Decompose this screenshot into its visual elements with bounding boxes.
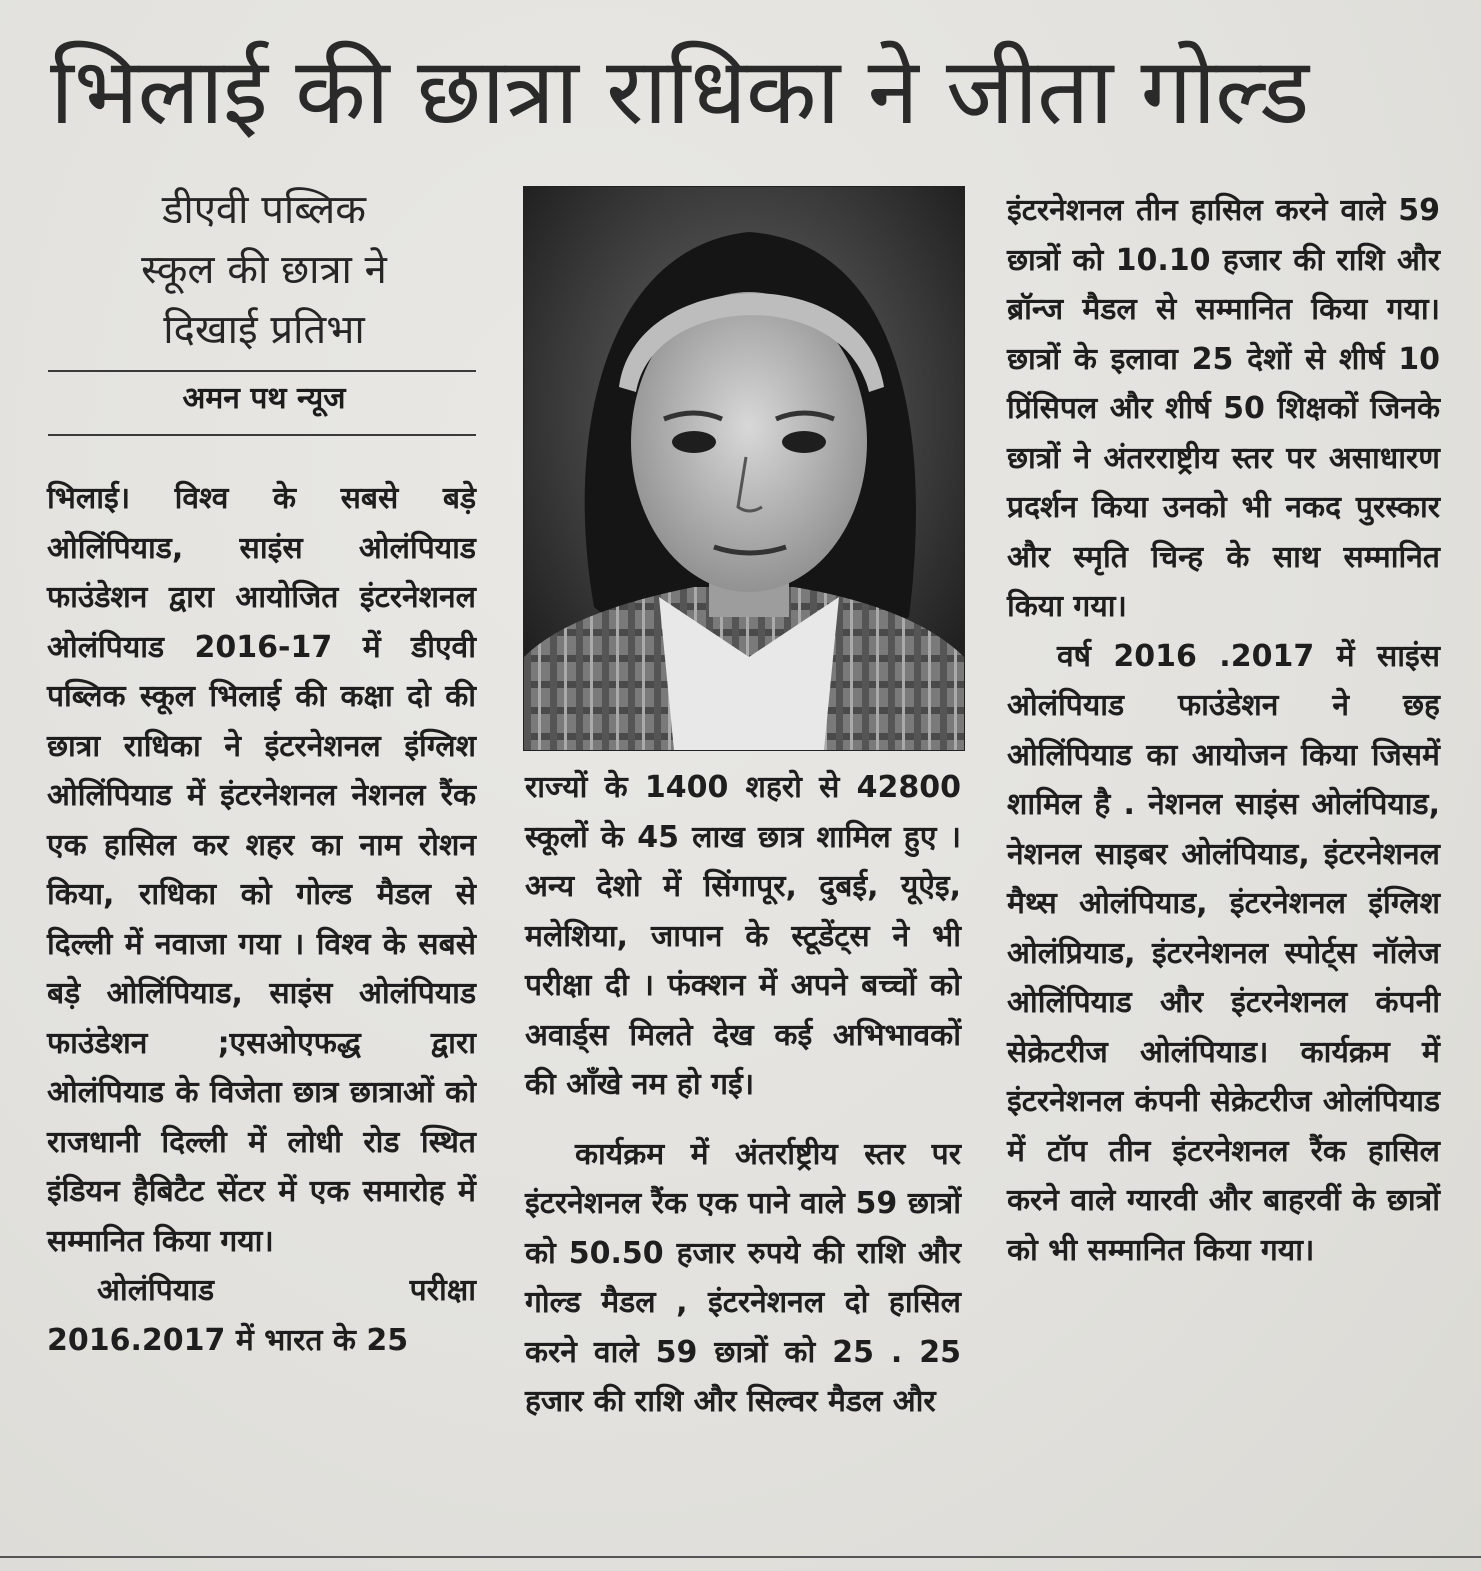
- byline: अमन पथ न्यूज: [182, 381, 346, 416]
- paragraph: इंटरनेशनल तीन हासिल करने वाले 59 छात्रों को 10.10 हजार की राशि और ब्रॉन्ज मैडल से सम्मानित किया गया। छात्रों के इलावा 25 देशों से शीर्ष 10 प्रिंसिपल और शीर्ष 50 शिक्षकों जिनके छात्रों ने अंतरराष्ट्रीय स्तर पर असाधारण प्रदर्शन किया उनको भी नकद पुरस्कार और स्मृति चिन्ह के साथ सम्मानित किया गया।: [1007, 193, 1440, 624]
- subheadline-line: डीएवी पब्लिक: [162, 187, 366, 233]
- portrait-illustration: [524, 187, 964, 750]
- student-portrait-photo: [523, 186, 965, 751]
- subheadline: [50, 180, 478, 360]
- article-column-2: [525, 763, 961, 1427]
- paragraph: कार्यक्रम में अंतर्राष्ट्रीय स्तर पर इंटरनेशनल रैंक एक पाने वाले 59 छात्रों को 50.50 हजार रुपये की राशि और गोल्ड मैडल , इंटरनेशनल दो हासिल करने वाले 59 छात्रों को 25 . 25 हजार की राशि और सिल्वर मैडल और: [525, 1136, 961, 1419]
- subheadline-line: दिखाई प्रतिभा: [163, 307, 365, 353]
- article-column-1: [47, 474, 476, 1365]
- paragraph: वर्ष 2016 .2017 में साइंस ओलंपियाड फाउंडेशन ने छह ओलिंपियाड का आयोजन किया जिसमें शामिल है . नेशनल साइंस ओलंपियाड, नेशनल साइबर ओलंपियाड, इंटरनेशनल मैथ्स ओलंपियाड, इंटरनेशनल इंग्लिश ओलंप्रियाड, इंटरनेशनल स्पोर्ट्स नॉलेज ओलिंपियाड और इंटरनेशनल कंपनी सेक्रेटरीज ओलंपियाड। कार्यक्रम में इंटरनेशनल कंपनी सेक्रेटरीज ओलंपियाड में टॉप तीन इंटरनेशनल रैंक हासिल करने वाले ग्यारवी और बाहरवीं के छात्रों को भी सम्मानित किया गया।: [1007, 638, 1440, 1268]
- divider: [48, 434, 476, 436]
- subheadline-line: स्कूल की छात्रा ने: [141, 247, 387, 293]
- paragraph: राज्यों के 1400 शहरो से 42800 स्कूलों के 45 लाख छात्र शामिल हुए । अन्य देशो में सिंगापूर, दुबई, यूऐइ, मलेशिया, जापान के स्टूडेंट्स ने भी परीक्षा दी । फंक्शन में अपने बच्चों को अवार्ड्स मिलते देख कई अभिभावकों की आँखे नम हो गई।: [525, 770, 961, 1102]
- paragraph: भिलाई। विश्व के सबसे बड़े ओलिंपियाड, साइंस ओलंपियाड फाउंडेशन द्वारा आयोजित इंटरनेशनल ओलंपियाड 2016-17 में डीएवी पब्लिक स्कूल भिलाई की कक्षा दो की छात्रा राधिका ने इंटरनेशनल इंग्लिश ओलिंपियाड में इंटरनेशनल नेशनल रैंक एक हासिल कर शहर का नाम रोशन किया, राधिका को गोल्ड मैडल से दिल्ली में नवाजा गया । विश्व के सबसे बड़े ओलिंपियाड, साइंस ओलंपियाड फाउंडेशन ;एसओएफद्ध द्वारा ओलंपियाड के विजेता छात्र छात्राओं को राजधानी दिल्ली में लोधी रोड स्थित इंडियन हैबिटैट सेंटर में एक समारोह में सम्मानित किया गया।: [47, 481, 476, 1259]
- divider: [48, 370, 476, 372]
- headline: भिलाई की छात्रा राधिका ने जीता गोल्ड: [50, 38, 1309, 145]
- page-bottom-divider: [0, 1556, 1481, 1558]
- paragraph: ओलंपियाड परीक्षा 2016.2017 में भारत के 25: [47, 1273, 476, 1358]
- article-column-3: [1007, 186, 1440, 1275]
